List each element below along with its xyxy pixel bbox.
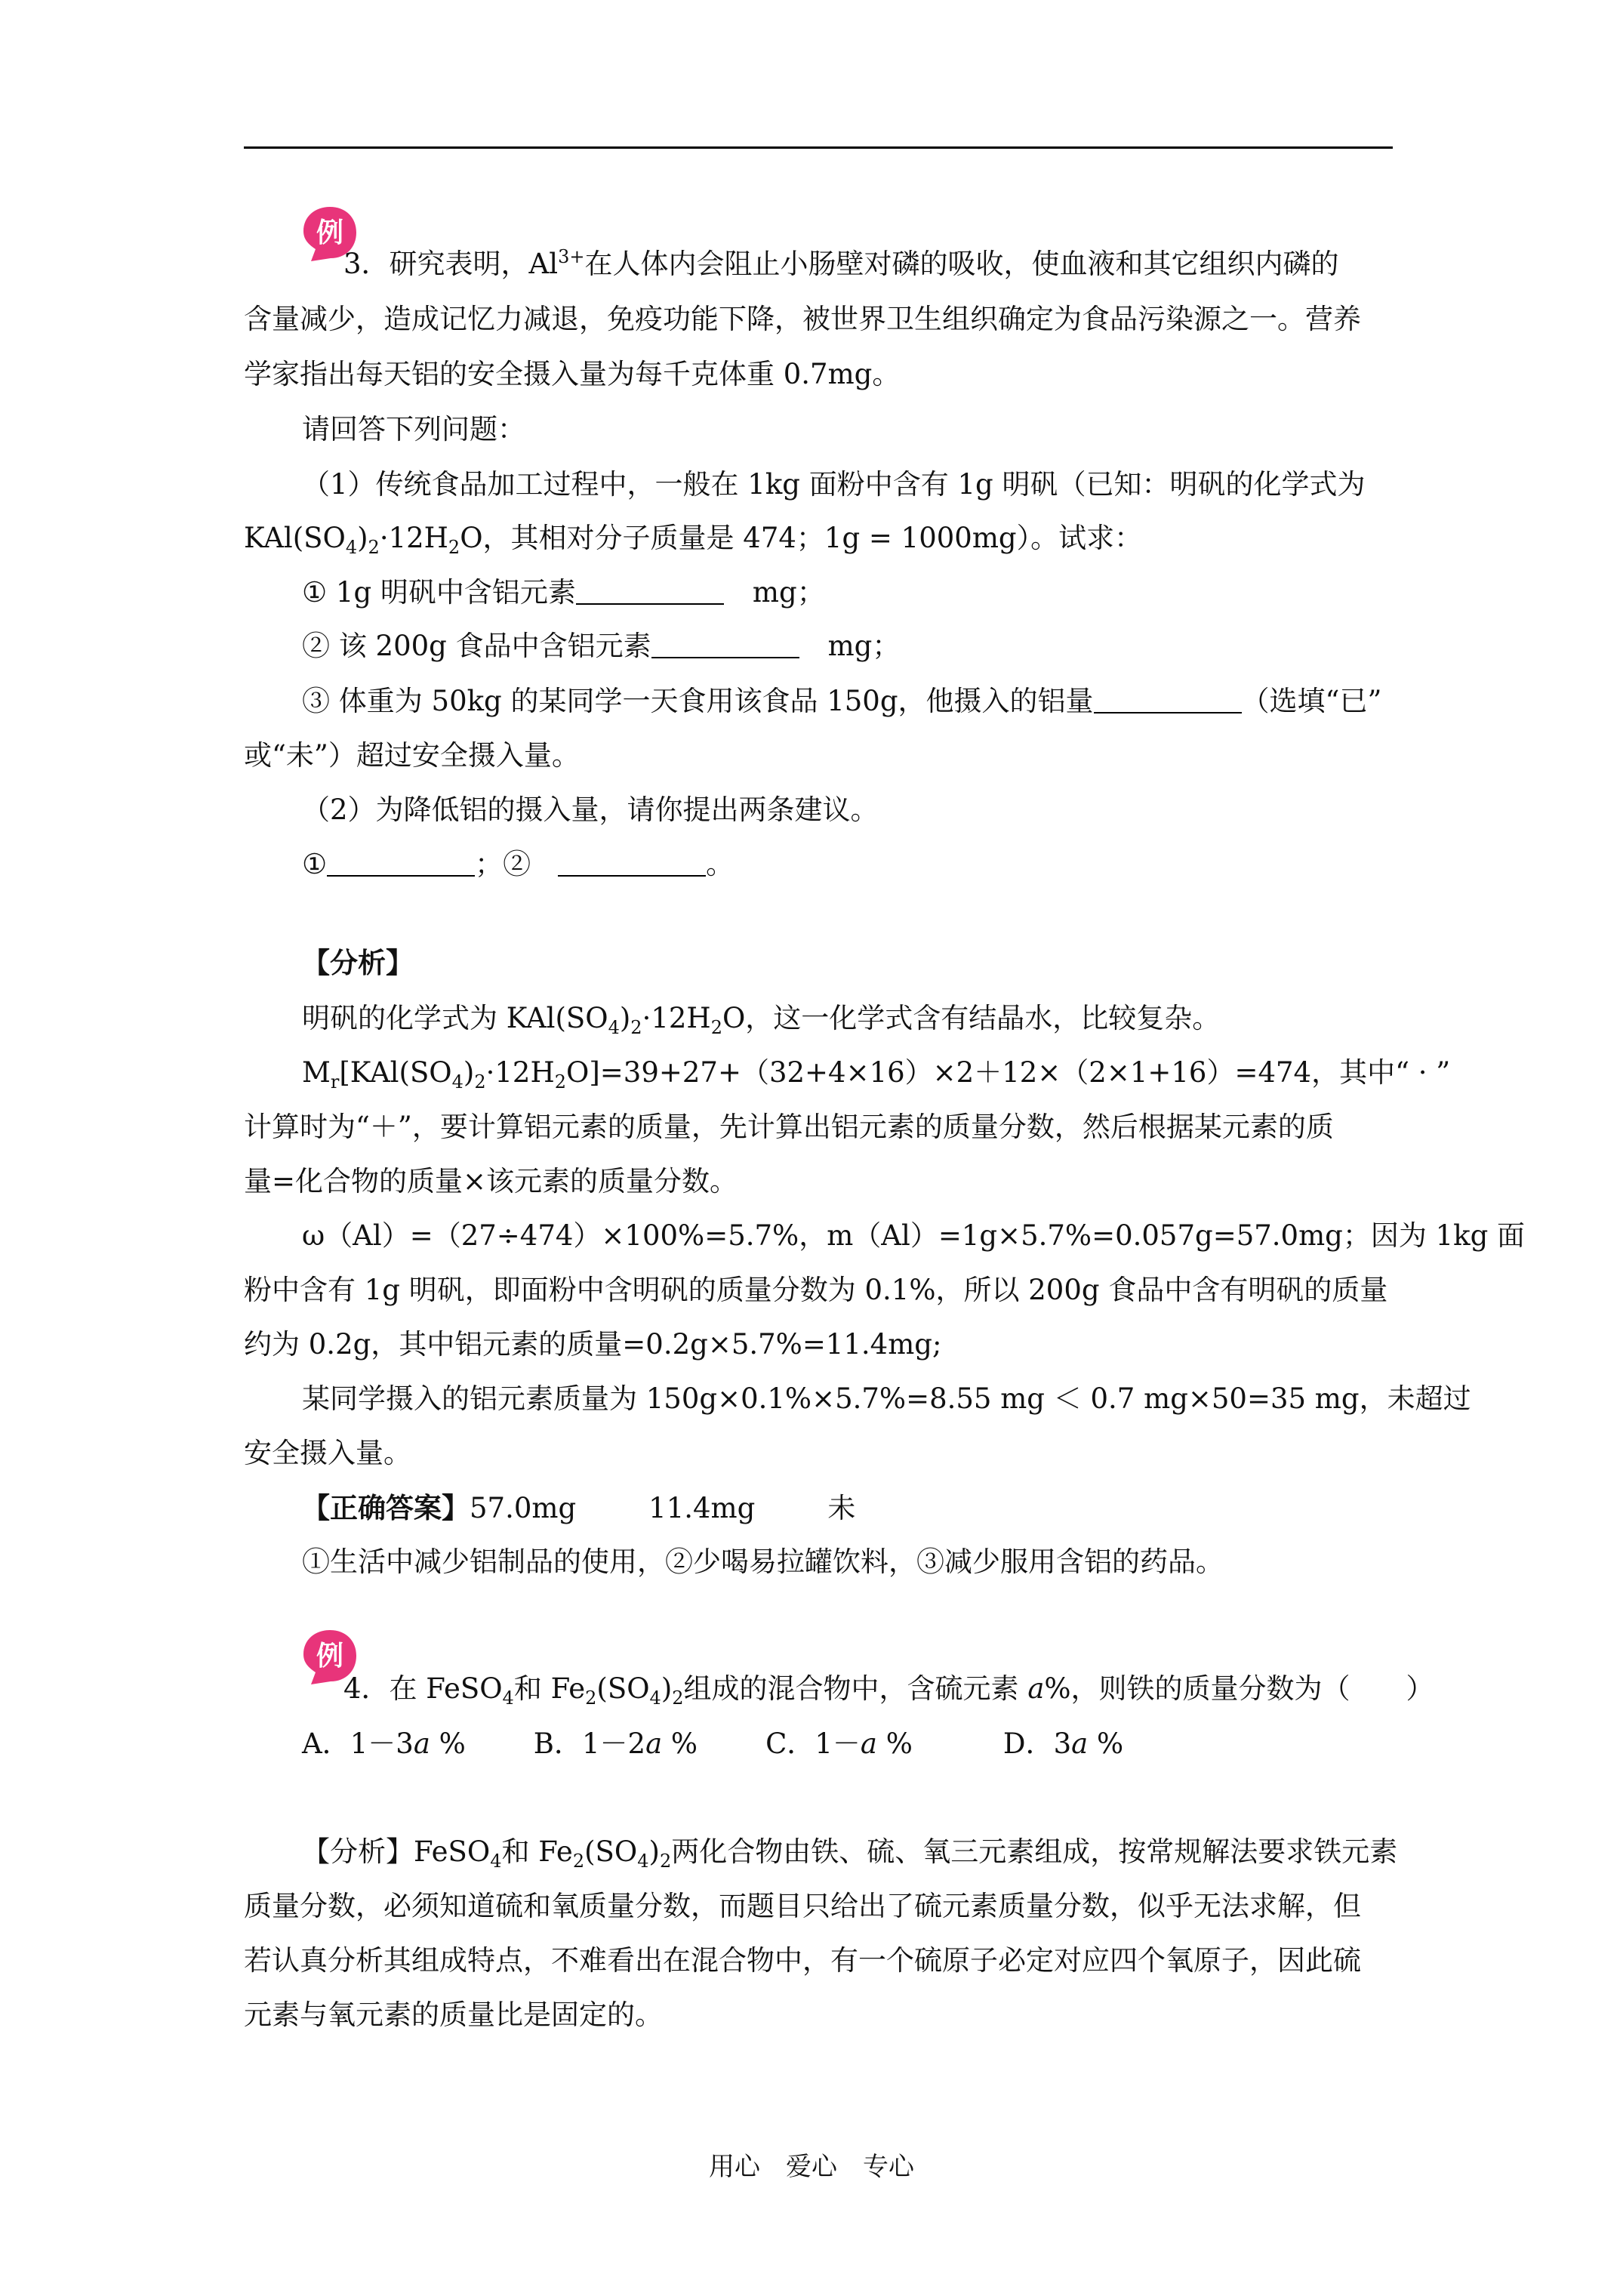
suggestion-blank-2[interactable] <box>558 848 706 877</box>
q3-line11: （2）为降低铝的摄入量，请你提出两条建议。 <box>302 794 879 826</box>
q3-line1: 3．研究表明，$Al^{3+}$在人体内会阻止小肠壁对磷的吸收，使血液和其它组织内磷的 <box>343 246 1339 280</box>
analysis-p3: 计算时为“＋”，要计算铝元素的质量，先计算出铝元素的质量分数，然后根据某元素的质 <box>244 1111 1334 1143</box>
q3-line7: ① 1g 明矾中含铝元素 mg； <box>302 576 825 609</box>
q4-options <box>302 1725 1123 1763</box>
analysis-p7: 约为 0.2g，其中铝元素的质量=0.2g×5.7%=11.4mg; <box>244 1328 942 1361</box>
q3-line8: ② 该 200g 食品中含铝元素 mg； <box>302 630 901 662</box>
answer-blank-2[interactable] <box>651 630 799 658</box>
answer-blank-1[interactable] <box>576 576 724 605</box>
option-b[interactable]: B．1－2a % <box>533 1727 698 1760</box>
option-d[interactable]: D．3a % <box>1002 1727 1124 1760</box>
q3-line12: ① ；② 。 <box>302 848 735 880</box>
page-footer: 用心 爱心 专心 <box>709 2152 914 2182</box>
q3-line2: 含量减少，造成记忆力减退，免疫功能下降，被世界卫生组织确定为食品污染源之一。营养 <box>244 303 1361 335</box>
q3-line10: 或“未”）超过安全摄入量。 <box>244 739 580 772</box>
analysis-p1: 明矾的化学式为 $KAl(SO_4)_2\cdot 12H_2O$，这一化学式含有结晶水，比较复杂。 <box>302 1002 1221 1038</box>
analysis4-line1: 【分析】FeSO$_4$和 $Fe_2(SO_4)_2$两化合物由铁、硫、氧三元素组成，按常规解法要求铁元素 <box>302 1835 1398 1872</box>
option-c[interactable]: C．1－a % <box>765 1727 913 1760</box>
q3-line9: ③ 体重为 50kg 的某同学一天食用该食品 150g，他摄入的铝量 （选填“已” <box>302 685 1382 717</box>
analysis-p8: 某同学摄入的铝元素质量为 150g×0.1%×5.7%=8.55 mg ＜ 0.7 mg×50=35 mg，未超过 <box>302 1382 1471 1415</box>
correct-answer: 【正确答案】57.0mg 11.4mg 未 <box>302 1491 856 1524</box>
analysis-p11: ①生活中减少铝制品的使用，②少喝易拉罐饮料，③减少服用含铝的药品。 <box>302 1546 1224 1578</box>
analysis-p4: 量=化合物的质量×该元素的质量分数。 <box>244 1165 738 1197</box>
header-rule <box>244 146 1393 149</box>
badge-glyph: 例 <box>316 217 344 248</box>
q3-line5: （1）传统食品加工过程中，一般在 1kg 面粉中含有 1g 明矾（已知：明矾的化学式为 <box>302 468 1366 501</box>
badge-glyph: 例 <box>316 1641 344 1672</box>
analysis-p9: 安全摄入量。 <box>244 1437 411 1469</box>
q3-line4: 请回答下列问题： <box>302 413 525 445</box>
analysis-p6: 粉中含有 1g 明矾，即面粉中含明矾的质量分数为 0.1%，所以 200g 食品中含有明矾的质量 <box>244 1274 1388 1306</box>
option-a[interactable]: A．1－3a % <box>302 1727 466 1760</box>
q3-line3: 学家指出每天铝的安全摄入量为每千克体重 0.7mg。 <box>244 358 901 390</box>
q4-line1: 4．在 FeSO$_4$和 $Fe_2(SO_4)_2$组成的混合物中，含硫元素 a%，则铁的质量分数为（ ） <box>343 1672 1434 1709</box>
analysis4-line3: 若认真分析其组成特点，不难看出在混合物中，有一个硫原子必定对应四个氧原子，因此硫 <box>244 1944 1361 1977</box>
analysis4-line2: 质量分数，必须知道硫和氧质量分数，而题目只给出了硫元素质量分数，似乎无法求解，但 <box>244 1890 1361 1922</box>
analysis-p2: $M_r[KAl(SO_4)_2\cdot 12H_2O]=39+27+(32+4\times 16)\times 2+12\times(2\times 1+16)=474$，其中“ · ” <box>302 1056 1451 1093</box>
analysis-p5: ω（Al）=（27÷474）×100%=5.7%，m（Al）=1g×5.7%=0.057g=57.0mg；因为 1kg 面 <box>302 1219 1526 1252</box>
suggestion-blank-1[interactable] <box>327 848 475 877</box>
analysis-heading: 【分析】 <box>302 946 414 979</box>
analysis4-line4: 元素与氧元素的质量比是固定的。 <box>244 1999 663 2031</box>
q3-line6: $KAl(SO_4)_2\cdot 12H_2O$，其相对分子质量是 474；1g = 1000mg）。试求： <box>244 522 1143 558</box>
answer-blank-3[interactable] <box>1094 685 1242 713</box>
